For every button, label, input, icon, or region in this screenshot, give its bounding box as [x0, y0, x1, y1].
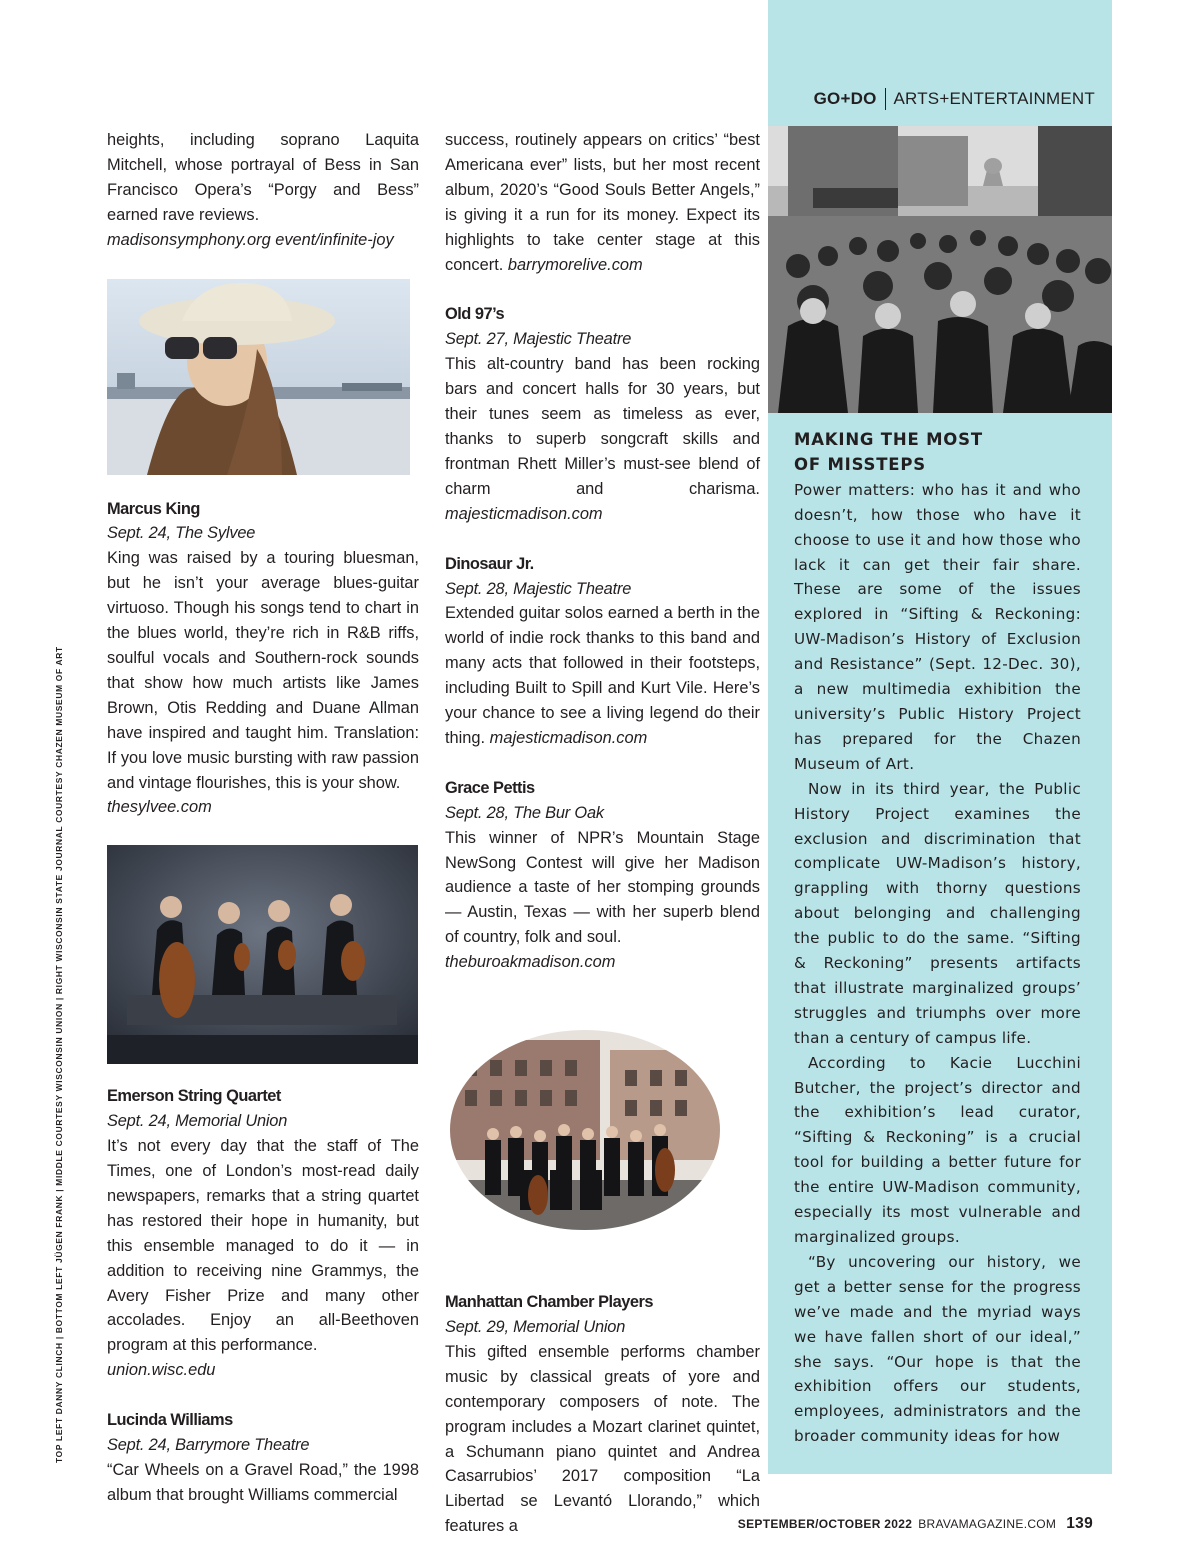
grace-url[interactable]: theburoakmadison.com — [445, 953, 616, 972]
sidebar-paragraph-4: “By uncovering our history, we get a better sense for the progress we’ve made and the myriad ways we have fallen short of our ideal,” she says. “Our hope is that the exhibition offers our students, employees, administrators and the broader community ideas for how — [794, 1252, 1081, 1446]
dinosaur-url[interactable]: majesticmadison.com — [489, 728, 648, 747]
manhattan-body: This gifted ensemble performs chamber music by classical greats of yore and contemporary composers of note. The program includes a Mozart clarinet quintet, a Schumann piano quintet and Andrea Casarrubios’ 2017 composition “La Libertad se Levantó Llorando,” which features a — [445, 1342, 760, 1536]
sidebar-title-line2: OF MISSTEPS — [794, 454, 926, 474]
marcus-king-heading: Marcus King — [107, 499, 200, 518]
lucinda-body: “Car Wheels on a Gravel Road,” the 1998 album that brought Williams commercial — [107, 1461, 419, 1504]
emerson-body: It’s not every day that the staff of The Times, one of London’s most-read daily newspapers, remarks that a string quartet has restored their hope in humanity, but this ensemble managed to do it — in addition to receiving nine Grammys, the Avery Fisher Prize and many other accolades. Enjoy an all-Beethoven program at this performance. — [107, 1137, 419, 1355]
old97s-body: This alt-country band has been rocking bars and concert halls for 30 years, but their tunes seem as timeless as ever, thanks to superb songcraft skills and frontman Rhett Miller’s must-see blend of charm and charisma. majesticmadison.com — [445, 355, 760, 523]
section-label: GO+DO — [813, 89, 877, 108]
grace-heading: Grace Pettis — [445, 778, 535, 797]
manhattan-players-photo — [450, 1030, 720, 1230]
category-label: ARTS+ENTERTAINMENT — [893, 89, 1095, 108]
sidebar-paragraph-2: Now in its third year, the Public History Project examines the exclusion and discrimination that complicate UW-Madison’s history, grappling with thorny questions about belonging and challenging the public to do the same. “Sifting & Reckoning” presents artifacts that illustrate marginalized groups’ struggles and triumphs over more than a century of campus life. — [794, 779, 1081, 1047]
dinosaur-heading: Dinosaur Jr. — [445, 554, 534, 573]
issue-date: SEPTEMBER/OCTOBER 2022 — [737, 1517, 913, 1531]
page-number: 139 — [1066, 1515, 1093, 1532]
emerson-quartet-photo — [107, 845, 418, 1064]
col2-intro-text: success, routinely appears on critics’ “best Americana ever” lists, but her most recent album, 2020’s “Good Souls Better Angels,” is giving it a run for its money. Expect its highlights to take center stage at this concert. barrymorelive.com — [445, 131, 760, 274]
manhattan-date: Sept. 29, Memorial Union — [445, 1318, 626, 1336]
lucinda-heading: Lucinda Williams — [107, 1411, 233, 1430]
grace-body: This winner of NPR’s Mountain Stage NewSong Contest will give her Madison audience a taste of her stomping grounds — Austin, Texas — with her superb blend of country, folk and soul. — [445, 828, 760, 947]
intro-text: heights, including soprano Laquita Mitchell, whose portrayal of Bess in San Francisco Opera’s “Porgy and Bess” earned rave reviews. — [107, 131, 419, 224]
emerson-date: Sept. 24, Memorial Union — [107, 1112, 288, 1131]
section-header — [814, 88, 1095, 110]
sidebar-paragraph-3: According to Kacie Lucchini Butcher, the project’s director and the exhibition’s lead curator, “Sifting & Reckoning” is a crucial tool for building a better future for the entire UW-Madison community, especially its most vulnerable and marginalized groups. — [794, 1053, 1081, 1246]
marcus-king-body: King was raised by a touring bluesman, but he isn’t your average blues-guitar virtuoso. Though his songs tend to chart in the blues world, they’re rich in R&B riffs, soulful vocals and Southern-rock sounds that show how much artists like James Brown, Otis Redding and Duane Allman have inspired and taught him. Translation: If you love music bursting with raw passion and vintage flourishes, this is your show. — [107, 549, 419, 792]
emerson-heading: Emerson String Quartet — [107, 1087, 281, 1106]
magazine-site[interactable]: BRAVAMAGAZINE.COM — [918, 1517, 1057, 1531]
manhattan-heading: Manhattan Chamber Players — [445, 1293, 653, 1312]
dinosaur-date: Sept. 28, Majestic Theatre — [445, 579, 632, 598]
old97s-date: Sept. 27, Majestic Theatre — [445, 330, 632, 349]
marcus-king-photo — [107, 279, 410, 475]
header-divider — [885, 88, 886, 110]
marcus-king-date: Sept. 24, The Sylvee — [107, 524, 256, 543]
emerson-url[interactable]: union.wisc.edu — [107, 1361, 216, 1380]
photo-credit: TOP LEFT DANNY CLINCH | BOTTOM LEFT JÜGEN FRANK | MIDDLE COURTESY WISCONSIN UNION | RIGHT WISCONSIN STATE JOURNAL COURTESY CHAZEN MUSEUM OF ART — [54, 646, 64, 1463]
grace-date: Sept. 28, The Bur Oak — [445, 803, 604, 822]
marcus-king-url[interactable]: thesylvee.com — [107, 798, 212, 817]
sidebar-title-line1: MAKING THE MOST — [794, 430, 983, 449]
old97s-url[interactable]: majesticmadison.com — [445, 504, 603, 523]
col2-intro-url[interactable]: barrymorelive.com — [507, 255, 643, 274]
page-footer — [738, 1515, 1093, 1533]
column-middle — [445, 128, 760, 1539]
column-left — [107, 128, 419, 1508]
protest-march-photo — [768, 126, 1112, 413]
lucinda-date: Sept. 24, Barrymore Theatre — [107, 1436, 310, 1455]
old97s-heading: Old 97’s — [445, 305, 505, 324]
sidebar-paragraph-1: Power matters: who has it and who doesn’t, how those who have it choose to use it and how those who lack it can get their fair share. These are some of the issues explored in “Sifting & Reckoning: UW-Madison’s History of Exclusion and Resistance” (Sept. 12-Dec. 30), a new multimedia exhibition the university’s Public History Project has prepared for the Chazen Museum of Art. — [794, 480, 1081, 773]
sidebar-article — [794, 428, 1081, 1449]
intro-url[interactable]: madisonsymphony.org event/infinite-joy — [107, 230, 394, 249]
dinosaur-body: Extended guitar solos earned a berth in the world of indie rock thanks to this band and many acts that followed in their footsteps, including Built to Spill and Kurt Vile. Here’s your chance to see a living legend do their thing. majesticmadison.com — [445, 604, 760, 747]
